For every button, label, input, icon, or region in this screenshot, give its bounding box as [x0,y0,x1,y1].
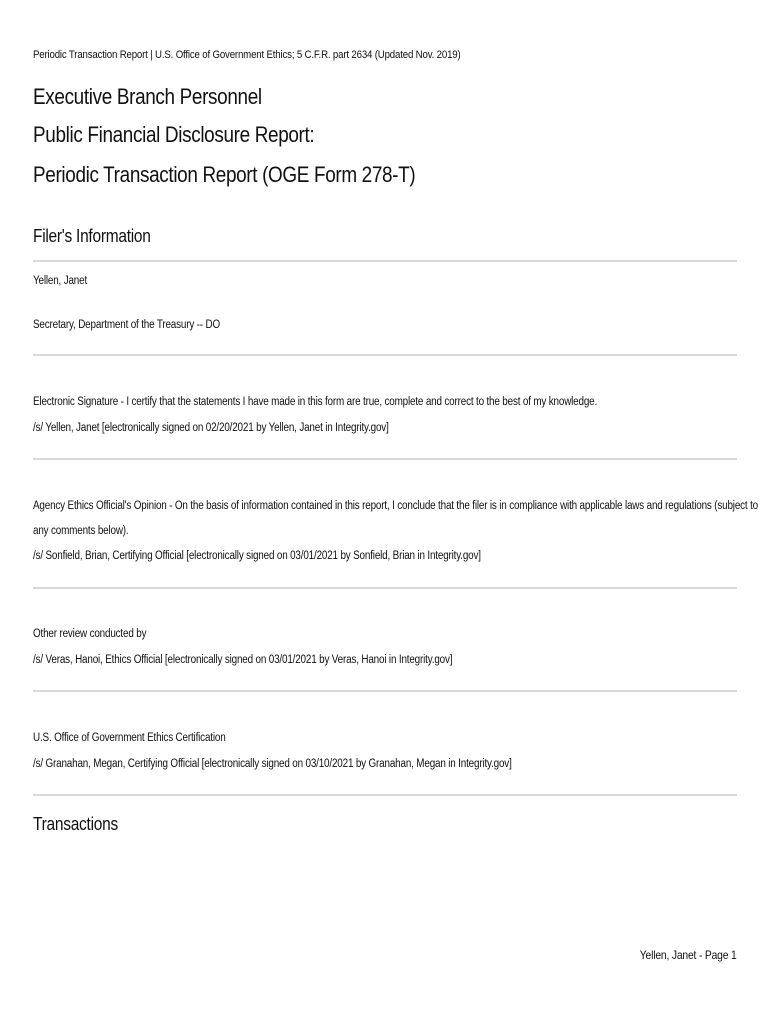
oge-certification-label: U.S. Office of Government Ethics Certification [33,732,226,744]
divider [33,354,737,356]
transactions-heading: Transactions [33,814,118,834]
filer-position: Secretary, Department of the Treasury -- DO [33,319,220,331]
divider [33,690,737,692]
divider [33,794,737,796]
page-footer: Yellen, Janet - Page 1 [640,948,737,962]
filer-name: Yellen, Janet [33,275,88,287]
divider [33,458,737,460]
divider [33,587,737,589]
other-review-label: Other review conducted by [33,628,147,640]
divider [33,260,737,262]
document-header: Periodic Transaction Report | U.S. Office of Government Ethics; 5 C.F.R. part 2634 (Updated Nov. 2019) [33,49,461,61]
filer-information-heading: Filer's Information [33,226,151,246]
electronic-signature-statement: Electronic Signature - I certify that the statements I have made in this form are true, complete and correct to the best of my knowledge. [33,396,598,408]
other-review-signature: /s/ Veras, Hanoi, Ethics Official [electronically signed on 03/01/2021 by Veras, Hanoi in Integrity.gov] [33,654,453,666]
agency-official-signature: /s/ Sonfield, Brian, Certifying Official [electronically signed on 03/01/2021 by Sonfield, Brian in Integrity.gov] [33,550,481,562]
title-line-2: Public Financial Disclosure Report: [33,122,315,147]
title-line-3: Periodic Transaction Report (OGE Form 278-T) [33,162,416,187]
agency-opinion-statement-line-2: any comments below). [33,525,129,537]
oge-certification-signature: /s/ Granahan, Megan, Certifying Official [electronically signed on 03/10/2021 by Granahan, Megan in Integrity.gov] [33,758,512,770]
title-line-1: Executive Branch Personnel [33,84,262,109]
filer-signature: /s/ Yellen, Janet [electronically signed on 02/20/2021 by Yellen, Janet in Integrity.gov] [33,422,389,434]
agency-opinion-statement-line-1: Agency Ethics Official's Opinion - On the basis of information contained in this report, I conclude that the filer is in compliance with applicable laws and regulations (subject to [33,500,758,512]
